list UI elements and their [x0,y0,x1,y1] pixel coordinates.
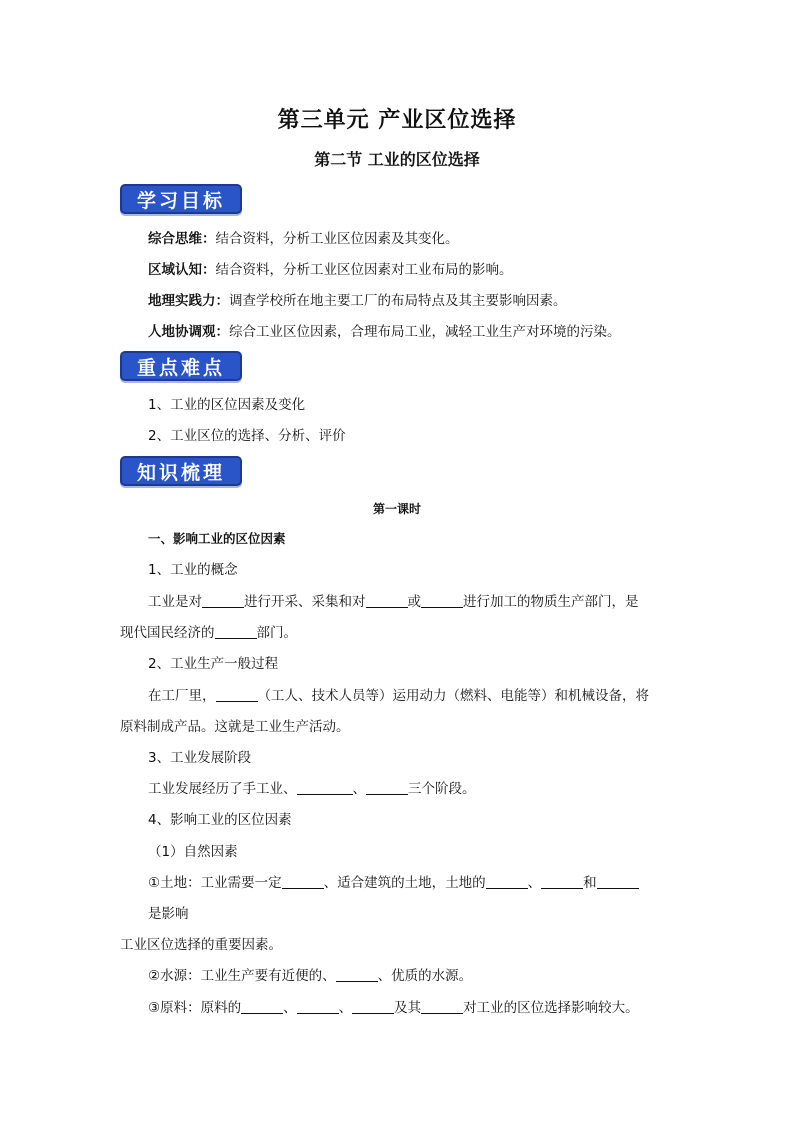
answer-blank[interactable] [366,780,408,795]
section-heading: 一、影响工业的区位因素 [148,531,286,546]
goal-line: 综合思维：结合资料，分析工业区位因素及其变化。 [148,231,459,247]
lesson-label: 第一课时 [372,502,421,516]
paragraph-line: 是影响 [148,906,189,922]
answer-blank[interactable] [282,874,324,889]
answer-blank[interactable] [486,874,528,889]
answer-blank[interactable] [541,874,583,889]
answer-blank[interactable] [597,874,639,889]
answer-blank[interactable] [366,593,408,608]
paragraph-line: ②水源：工业生产要有近便的、 、优质的水源。 [148,968,473,984]
item-heading: 2、工业生产一般过程 [148,656,279,672]
key-point: 1、工业的区位因素及变化 [148,397,306,413]
page-title: 第三单元 产业区位选择 [277,108,517,133]
paragraph-line: 原料制成产品。这就是工业生产活动。 [120,719,350,735]
paragraph-line: ③原料：原料的 、 、 及其 对工业的区位选择影响较大。 [148,1000,639,1016]
paragraph-line: 现代国民经济的 部门。 [120,625,297,641]
answer-blank[interactable] [202,593,244,608]
item-heading: 4、影响工业的区位因素 [148,812,292,828]
badge-learning-goals: 学习目标 [120,184,242,214]
goal-line: 区域认知：结合资料，分析工业区位因素对工业布局的影响。 [148,262,513,278]
item-subheading: （1）自然因素 [148,844,238,860]
paragraph-line: 工业是对 进行开采、采集和对 或 进行加工的物质生产部门，是 [148,594,639,610]
paragraph-line: 工业区位选择的重要因素。 [120,937,282,953]
paragraph-line: 在工厂里， （工人、技术人员等）运用动力（燃料、电能等）和机械设备，将 [148,688,649,704]
answer-blank[interactable] [216,687,258,702]
goal-line: 地理实践力：调查学校所在地主要工厂的布局特点及其主要影响因素。 [148,293,567,309]
answer-blank[interactable] [336,967,378,982]
badge-key-points: 重点难点 [120,351,242,381]
answer-blank[interactable] [352,999,394,1014]
goal-line: 人地协调观：综合工业区位因素，合理布局工业，减轻工业生产对环境的污染。 [148,324,621,340]
badge-knowledge: 知识梳理 [120,456,242,486]
answer-blank[interactable] [241,999,283,1014]
paragraph-line: ①土地：工业需要一定 、适合建筑的土地，土地的 、 和 [148,874,639,892]
paragraph-line: 工业发展经历了手工业、 、 三个阶段。 [148,781,476,797]
answer-blank[interactable] [215,624,257,639]
answer-blank[interactable] [297,999,339,1014]
section-subtitle: 第二节 工业的区位选择 [314,150,480,169]
item-heading: 3、工业发展阶段 [148,750,252,766]
key-point: 2、工业区位的选择、分析、评价 [148,428,346,444]
answer-blank[interactable] [421,593,463,608]
answer-blank[interactable] [297,780,353,795]
item-heading: 1、工业的概念 [148,562,238,578]
answer-blank[interactable] [421,999,463,1014]
